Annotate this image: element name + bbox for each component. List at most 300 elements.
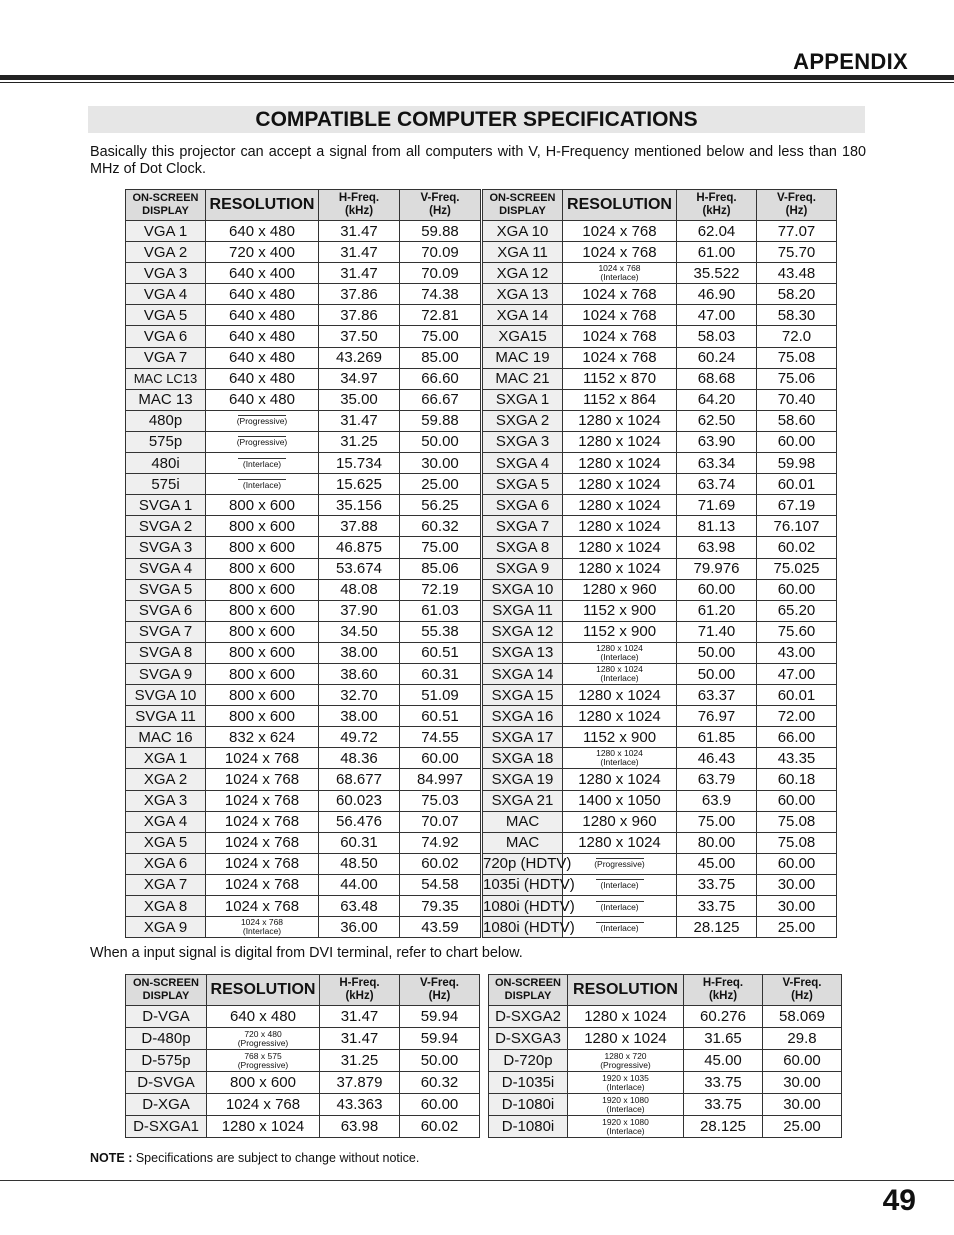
table-row [483, 769, 837, 790]
vfreq-cell: 75.08 [757, 832, 837, 853]
hfreq-cell: 60.023 [319, 790, 400, 811]
vfreq-cell: 70.40 [757, 389, 837, 410]
resolution-cell: 1152 x 870 [563, 368, 677, 389]
dvi-table-right [488, 974, 842, 1138]
resolution-cell: 640 x 480 [206, 368, 319, 389]
table-row [489, 1116, 842, 1138]
display-cell: XGA 14 [483, 305, 563, 326]
display-cell: 575i [126, 474, 206, 495]
resolution-cell: 1280 x 1024 [207, 1116, 320, 1138]
display-cell: VGA 1 [126, 221, 206, 242]
table-row [126, 917, 481, 938]
resolution-cell: 640 x 480 [206, 284, 319, 305]
hfreq-cell: 31.25 [320, 1050, 400, 1072]
col-header-vfreq-line: V-Freq. [777, 192, 816, 204]
display-cell: XGA 4 [126, 811, 206, 832]
table-row [489, 1006, 842, 1028]
resolution-cell: 800 x 600 [206, 516, 319, 537]
resolution-text: 1024 x 768 [598, 263, 641, 274]
resolution-cell: 1400 x 1050 [563, 790, 677, 811]
header-row [489, 975, 842, 1006]
display-cell: SXGA 5 [483, 474, 563, 495]
col-header-hfreq-line: H-Freq. [339, 977, 380, 989]
display-cell: XGA 1 [126, 748, 206, 769]
resolution-cell: 1152 x 900 [563, 727, 677, 748]
vfreq-cell: 66.00 [757, 727, 837, 748]
vfreq-cell: 70.09 [400, 242, 481, 263]
hfreq-cell: 48.36 [319, 748, 400, 769]
display-cell: SVGA 1 [126, 495, 206, 516]
vfreq-cell: 59.94 [400, 1006, 480, 1028]
resolution-cell: 832 x 624 [206, 727, 319, 748]
resolution-cell [563, 853, 677, 874]
vfreq-cell: 60.00 [757, 853, 837, 874]
table-row [483, 263, 837, 284]
col-header-hfreq [677, 190, 757, 221]
hfreq-cell: 60.00 [677, 579, 757, 600]
resolution-cell [206, 453, 319, 474]
resolution-cell: 1280 x 1024 [563, 832, 677, 853]
resolution-text: (Progressive) [237, 1037, 289, 1048]
display-cell: 480i [126, 453, 206, 474]
display-cell: SVGA 4 [126, 558, 206, 579]
hfreq-cell: 31.47 [319, 221, 400, 242]
resolution-cell: 1152 x 864 [563, 389, 677, 410]
table-row [126, 221, 481, 242]
table-row [126, 832, 481, 853]
col-header-hfreq-line: H-Freq. [696, 192, 737, 204]
display-cell: SVGA 5 [126, 579, 206, 600]
resolution-text: (Interlace) [242, 926, 282, 937]
vfreq-cell: 50.00 [400, 431, 481, 452]
display-cell: SXGA 4 [483, 453, 563, 474]
resolution-cell: 1024 x 768 [563, 284, 677, 305]
resolution-cell [568, 1116, 684, 1138]
vfreq-cell: 74.55 [400, 727, 481, 748]
resolution-text: (Progressive) [600, 1059, 651, 1070]
hfreq-cell: 80.00 [677, 832, 757, 853]
vfreq-cell: 60.01 [757, 474, 837, 495]
resolution-cell: 1280 x 1024 [563, 706, 677, 727]
table-row [126, 727, 481, 748]
display-cell: XGA 5 [126, 832, 206, 853]
hfreq-cell: 31.47 [319, 410, 400, 431]
table-row [126, 769, 481, 790]
table-row [126, 790, 481, 811]
display-cell: D-1080i [489, 1116, 568, 1138]
hfreq-cell: 31.47 [320, 1006, 400, 1028]
display-cell: SXGA 11 [483, 600, 563, 621]
table-row [126, 1072, 480, 1094]
display-cell: SXGA 16 [483, 706, 563, 727]
resolution-cell: 1280 x 1024 [563, 558, 677, 579]
resolution-cell: 1024 x 768 [563, 326, 677, 347]
vfreq-cell: 77.07 [757, 221, 837, 242]
col-header-vfreq [763, 975, 842, 1006]
scan-type: (Interlace) [600, 880, 639, 891]
hfreq-cell: 37.86 [319, 305, 400, 326]
hfreq-cell: 62.50 [677, 410, 757, 431]
display-cell: XGA 12 [483, 263, 563, 284]
display-cell: D-SVGA [126, 1072, 207, 1094]
table-row [126, 642, 481, 663]
display-cell: SVGA 10 [126, 685, 206, 706]
resolution-text: 1920 x 1080 [602, 1094, 649, 1105]
resolution-text: 1280 x 1024 [596, 748, 643, 759]
hfreq-cell: 76.97 [677, 706, 757, 727]
hfreq-cell: 38.00 [319, 642, 400, 663]
resolution-cell: 1024 x 768 [563, 305, 677, 326]
vfreq-cell: 74.38 [400, 284, 481, 305]
resolution-cell [206, 431, 319, 452]
table-row [126, 1028, 480, 1050]
resolution-cell: 1024 x 768 [206, 790, 319, 811]
resolution-cell: 800 x 600 [206, 621, 319, 642]
resolution-cell: 1280 x 1024 [563, 516, 677, 537]
col-header-vfreq [400, 975, 480, 1006]
vfreq-cell: 47.00 [757, 663, 837, 684]
display-cell: D-SXGA2 [489, 1006, 568, 1028]
vfreq-cell: 25.00 [763, 1116, 842, 1138]
hfreq-cell: 28.125 [677, 917, 757, 938]
display-cell: MAC 13 [126, 389, 206, 410]
display-cell: D-VGA [126, 1006, 207, 1028]
vfreq-cell: 66.67 [400, 389, 481, 410]
table-row [483, 474, 837, 495]
col-header-display-line: DISPLAY [142, 205, 189, 217]
display-cell: MAC 16 [126, 727, 206, 748]
resolution-cell: 1024 x 768 [206, 811, 319, 832]
vfreq-cell: 60.00 [757, 431, 837, 452]
vfreq-cell: 85.06 [400, 558, 481, 579]
display-cell: SXGA 14 [483, 663, 563, 684]
hfreq-cell: 79.976 [677, 558, 757, 579]
hfreq-cell: 15.734 [319, 453, 400, 474]
hfreq-cell: 36.00 [319, 917, 400, 938]
resolution-cell: 800 x 600 [206, 706, 319, 727]
vfreq-cell: 25.00 [757, 917, 837, 938]
footnote [90, 1151, 419, 1165]
display-cell: VGA 5 [126, 305, 206, 326]
table-row [483, 221, 837, 242]
col-header-display-line: DISPLAY [499, 205, 546, 217]
vfreq-cell: 61.03 [400, 600, 481, 621]
display-cell: D-1035i [489, 1072, 568, 1094]
col-header-hfreq-line: (kHz) [708, 990, 738, 1002]
vfreq-cell: 50.00 [400, 1050, 480, 1072]
display-cell: MAC [483, 811, 563, 832]
table-row [483, 431, 837, 452]
vfreq-cell: 59.88 [400, 221, 481, 242]
table-row [126, 1116, 480, 1138]
vfreq-cell: 60.51 [400, 642, 481, 663]
hfreq-cell: 61.85 [677, 727, 757, 748]
resolution-text: 1280 x 720 [604, 1050, 647, 1061]
display-cell: XGA 7 [126, 874, 206, 895]
resolution-text: (Interlace) [600, 272, 639, 283]
display-cell: 480p [126, 410, 206, 431]
col-header-display [126, 975, 207, 1006]
hfreq-cell: 31.25 [319, 431, 400, 452]
vfreq-cell: 75.025 [757, 558, 837, 579]
display-cell: VGA 6 [126, 326, 206, 347]
hfreq-cell: 33.75 [684, 1094, 763, 1116]
col-header-vfreq-line: (Hz) [785, 205, 808, 217]
table-row [483, 453, 837, 474]
resolution-text: (Interlace) [600, 673, 639, 684]
display-cell: SXGA 9 [483, 558, 563, 579]
page-title: COMPATIBLE COMPUTER SPECIFICATIONS [88, 106, 865, 133]
table-row [126, 305, 481, 326]
table-row [126, 811, 481, 832]
hfreq-cell: 61.00 [677, 242, 757, 263]
scan-type: (Interlace) [600, 922, 639, 933]
scan-type: (Interlace) [242, 479, 282, 490]
display-cell: SXGA 13 [483, 642, 563, 663]
table-row [126, 1094, 480, 1116]
table-row [126, 874, 481, 895]
table-row [483, 790, 837, 811]
hfreq-cell: 63.90 [677, 431, 757, 452]
table-row [483, 284, 837, 305]
display-cell: SXGA 21 [483, 790, 563, 811]
vfreq-cell: 60.32 [400, 1072, 480, 1094]
vfreq-cell: 30.00 [763, 1094, 842, 1116]
display-cell: XGA 8 [126, 896, 206, 917]
table-row [483, 600, 837, 621]
display-cell: SXGA 6 [483, 495, 563, 516]
display-cell: 1080i (HDTV) [483, 896, 563, 917]
vfreq-cell: 75.06 [757, 368, 837, 389]
resolution-text: (Interlace) [606, 1125, 645, 1136]
resolution-text: 1024 x 768 [240, 917, 284, 928]
section-title: APPENDIX [793, 49, 908, 74]
table-row [126, 368, 481, 389]
table-row [483, 874, 837, 895]
vfreq-cell: 43.59 [400, 917, 481, 938]
col-header-hfreq-line: (kHz) [344, 205, 374, 217]
resolution-cell: 1280 x 1024 [568, 1006, 684, 1028]
table-row [126, 516, 481, 537]
hfreq-cell: 63.79 [677, 769, 757, 790]
resolution-cell: 1280 x 960 [563, 811, 677, 832]
hfreq-cell: 31.47 [320, 1028, 400, 1050]
header-rule [0, 75, 954, 80]
col-header-hfreq [684, 975, 763, 1006]
col-header-vfreq-line: (Hz) [428, 990, 451, 1002]
resolution-cell: 1280 x 1024 [563, 685, 677, 706]
table-row [483, 579, 837, 600]
display-cell: SXGA 10 [483, 579, 563, 600]
hfreq-cell: 63.98 [677, 537, 757, 558]
display-cell: XGA 13 [483, 284, 563, 305]
display-cell: SXGA 2 [483, 410, 563, 431]
hfreq-cell: 46.875 [319, 537, 400, 558]
vfreq-cell: 59.94 [400, 1028, 480, 1050]
table-row [483, 558, 837, 579]
resolution-cell [568, 1072, 684, 1094]
note-label: NOTE : [90, 1151, 133, 1165]
resolution-cell: 1280 x 1024 [563, 431, 677, 452]
display-cell: SVGA 11 [126, 706, 206, 727]
resolution-cell: 1280 x 1024 [563, 474, 677, 495]
hfreq-cell: 58.03 [677, 326, 757, 347]
resolution-cell: 1280 x 1024 [563, 410, 677, 431]
resolution-cell: 640 x 480 [206, 221, 319, 242]
vfreq-cell: 60.02 [400, 853, 481, 874]
vfreq-cell: 70.07 [400, 811, 481, 832]
table-row [483, 410, 837, 431]
footer-rule [0, 1180, 954, 1181]
hfreq-cell: 35.156 [319, 495, 400, 516]
vfreq-cell: 56.25 [400, 495, 481, 516]
display-cell: MAC 21 [483, 368, 563, 389]
table-row [483, 495, 837, 516]
resolution-cell [563, 896, 677, 917]
vfreq-cell: 58.30 [757, 305, 837, 326]
header-rule-thin [0, 82, 954, 83]
display-cell: 575p [126, 431, 206, 452]
display-cell: SVGA 7 [126, 621, 206, 642]
vfreq-cell: 60.31 [400, 663, 481, 684]
display-cell: XGA 3 [126, 790, 206, 811]
table-row [126, 748, 481, 769]
resolution-cell [563, 917, 677, 938]
vfreq-cell: 85.00 [400, 347, 481, 368]
resolution-cell: 1024 x 768 [206, 853, 319, 874]
col-header-display-line: DISPLAY [504, 990, 552, 1002]
note-text: Specifications are subject to change without notice. [135, 1151, 420, 1165]
display-cell: D-720p [489, 1050, 568, 1072]
col-header-display [483, 190, 563, 221]
col-header-display-line: DISPLAY [142, 990, 190, 1002]
resolution-cell: 1280 x 1024 [568, 1028, 684, 1050]
vfreq-cell: 76.107 [757, 516, 837, 537]
hfreq-cell: 81.13 [677, 516, 757, 537]
resolution-cell: 800 x 600 [206, 495, 319, 516]
table-row [483, 727, 837, 748]
hfreq-cell: 68.68 [677, 368, 757, 389]
col-header-vfreq [400, 190, 481, 221]
resolution-cell [563, 642, 677, 663]
vfreq-cell: 75.70 [757, 242, 837, 263]
vfreq-cell: 43.48 [757, 263, 837, 284]
resolution-text: 1280 x 1024 [596, 642, 643, 653]
hfreq-cell: 60.24 [677, 347, 757, 368]
display-cell: XGA 9 [126, 917, 206, 938]
header-row [126, 190, 481, 221]
col-header-vfreq-line: V-Freq. [420, 977, 459, 989]
vfreq-cell: 72.19 [400, 579, 481, 600]
vfreq-cell: 29.8 [763, 1028, 842, 1050]
table-row [126, 896, 481, 917]
resolution-cell: 1024 x 768 [206, 769, 319, 790]
hfreq-cell: 33.75 [677, 874, 757, 895]
page-number: 49 [882, 1184, 916, 1217]
hfreq-cell: 48.08 [319, 579, 400, 600]
resolution-text: (Interlace) [606, 1103, 645, 1114]
table-row [483, 917, 837, 938]
intro-text: Basically this projector can accept a signal from all computers with V, H-Frequency mentioned below and less than 180 MHz of Dot Clock. [90, 144, 866, 177]
hfreq-cell: 63.74 [677, 474, 757, 495]
resolution-text: 768 x 575 [244, 1050, 282, 1061]
resolution-cell: 800 x 600 [206, 537, 319, 558]
display-cell: XGA 10 [483, 221, 563, 242]
resolution-cell: 1024 x 768 [206, 874, 319, 895]
display-cell: XGA 11 [483, 242, 563, 263]
hfreq-cell: 37.86 [319, 284, 400, 305]
hfreq-cell: 43.269 [319, 347, 400, 368]
vfreq-cell: 58.60 [757, 410, 837, 431]
col-header-display [489, 975, 568, 1006]
resolution-cell: 1280 x 1024 [563, 769, 677, 790]
table-row [489, 1094, 842, 1116]
vfreq-cell: 60.32 [400, 516, 481, 537]
vfreq-cell: 60.00 [757, 790, 837, 811]
hfreq-cell: 38.00 [319, 706, 400, 727]
hfreq-cell: 33.75 [684, 1072, 763, 1094]
spec-table-left [125, 189, 481, 938]
table-row [126, 347, 481, 368]
col-header-hfreq-line: H-Freq. [338, 192, 380, 204]
display-cell: D-480p [126, 1028, 207, 1050]
hfreq-cell: 71.40 [677, 621, 757, 642]
dvi-instruction: When a input signal is digital from DVI terminal, refer to chart below. [90, 945, 523, 961]
hfreq-cell: 71.69 [677, 495, 757, 516]
hfreq-cell: 50.00 [677, 663, 757, 684]
display-cell: XGA 2 [126, 769, 206, 790]
col-header-display-line: ON-SCREEN [132, 977, 199, 989]
hfreq-cell: 31.65 [684, 1028, 763, 1050]
resolution-cell [207, 1028, 320, 1050]
resolution-cell [206, 410, 319, 431]
resolution-cell: 800 x 600 [206, 642, 319, 663]
display-cell: SXGA 3 [483, 431, 563, 452]
resolution-cell [563, 748, 677, 769]
hfreq-cell: 31.47 [319, 242, 400, 263]
col-header-display-line: ON-SCREEN [132, 192, 199, 204]
display-cell: SXGA 12 [483, 621, 563, 642]
hfreq-cell: 64.20 [677, 389, 757, 410]
hfreq-cell: 35.00 [319, 389, 400, 410]
hfreq-cell: 37.90 [319, 600, 400, 621]
table-row [483, 326, 837, 347]
resolution-cell [568, 1050, 684, 1072]
table-row [126, 1050, 480, 1072]
table-row [126, 706, 481, 727]
display-cell: MAC [483, 832, 563, 853]
table-row [126, 853, 481, 874]
vfreq-cell: 84.997 [400, 769, 481, 790]
hfreq-cell: 37.88 [319, 516, 400, 537]
resolution-cell: 1280 x 960 [563, 579, 677, 600]
hfreq-cell: 53.674 [319, 558, 400, 579]
hfreq-cell: 63.48 [319, 896, 400, 917]
resolution-cell: 640 x 480 [207, 1006, 320, 1028]
hfreq-cell: 47.00 [677, 305, 757, 326]
vfreq-cell: 58.20 [757, 284, 837, 305]
display-cell: SXGA 8 [483, 537, 563, 558]
display-cell: SVGA 6 [126, 600, 206, 621]
display-cell: D-575p [126, 1050, 207, 1072]
resolution-cell: 800 x 600 [206, 685, 319, 706]
display-cell: 1035i (HDTV) [483, 874, 563, 895]
resolution-cell: 1024 x 768 [207, 1094, 320, 1116]
resolution-cell [568, 1094, 684, 1116]
col-header-resolution: RESOLUTION [207, 975, 320, 1006]
display-cell: XGA 6 [126, 853, 206, 874]
resolution-cell: 800 x 600 [207, 1072, 320, 1094]
